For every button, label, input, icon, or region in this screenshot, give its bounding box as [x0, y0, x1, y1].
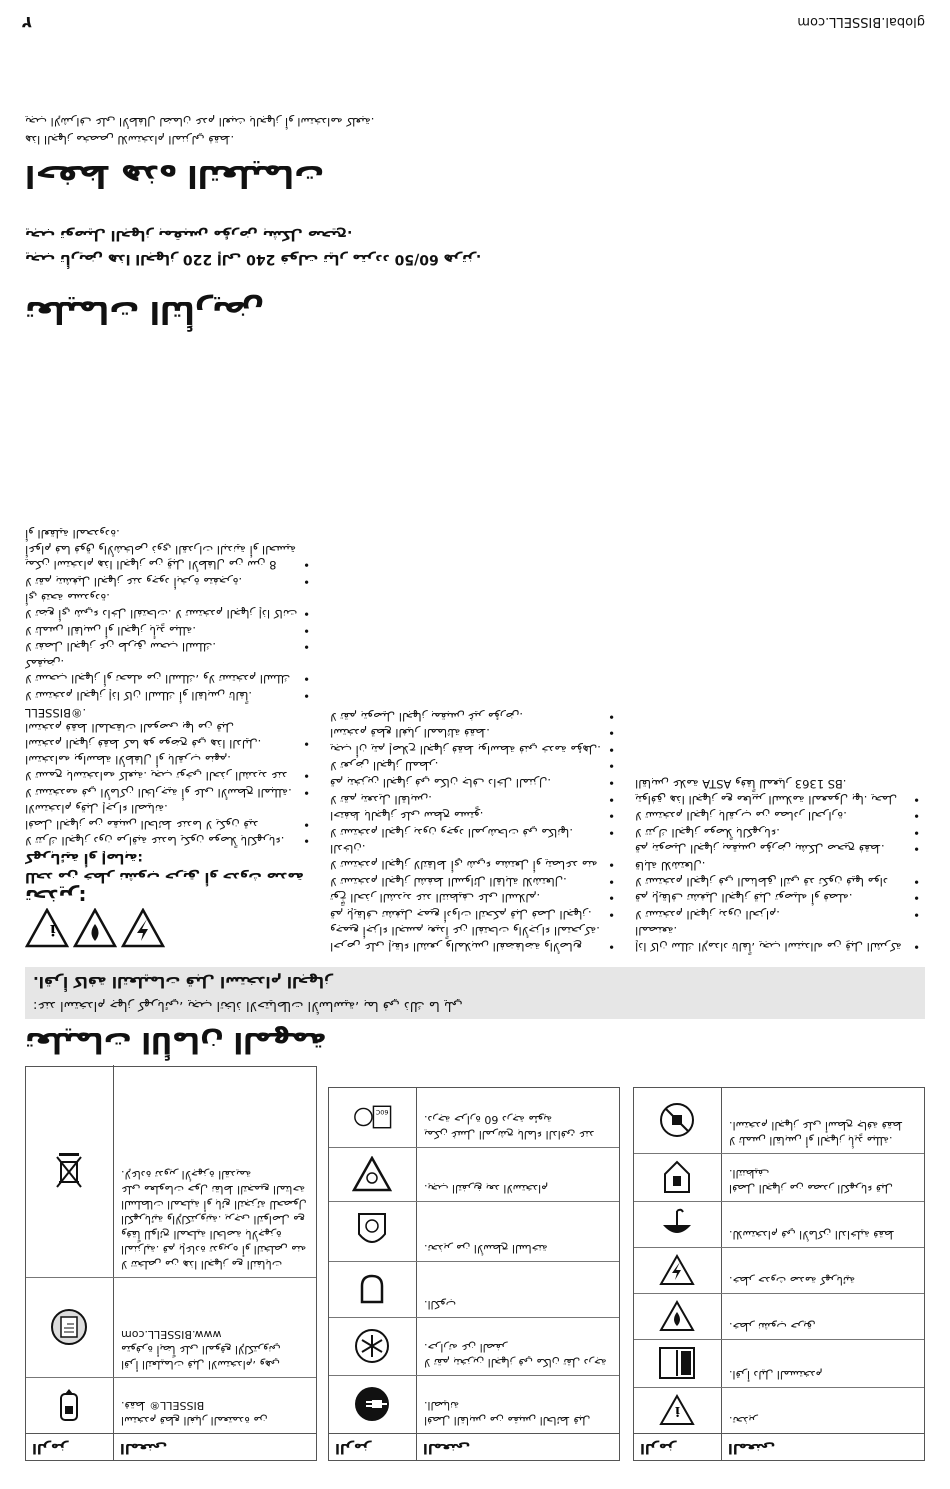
table-row: [329, 1147, 619, 1201]
list-item: • استخدم قطع الغيار المماثلة فقط.: [330, 725, 615, 741]
no-freeze-icon: [353, 1327, 393, 1367]
list-item: • احتفظ بالجهاز على سطح مستوٍ.: [330, 808, 615, 824]
list-item: • لا تستخدم الجهاز بالقرب من مصادر الحرارة.: [635, 808, 920, 824]
info-triangle-icon: [658, 1391, 698, 1431]
crossed-out-bin-icon: [50, 1151, 90, 1191]
symbols-tables: [25, 1021, 925, 1461]
symbols-table-3: [633, 1087, 925, 1461]
list-item: • احرص على إبقاء الشعر والملابس الفضفاضة والأصابع وجميع أجزاء الجسم بعيداً عن الفتحات والأجزاء المتحركة.: [330, 923, 615, 954]
row-text: افصل الجهاز من مصدر الكهرباء قبل التنظيف.: [729, 1167, 893, 1195]
list-item: • افصل الجهاز من مقبس الحائط عندما لا يكون قيد الاستخدام وقبل إجراء الصيانة.: [25, 801, 310, 832]
fire-triangle-icon: [73, 908, 117, 948]
column-middle: [330, 707, 615, 954]
table-row: [634, 1201, 924, 1247]
list-item: • قم بإيقاف تشغيل جميع أدوات التحكم قبل فصل الجهاز.: [330, 906, 615, 922]
warning-heading: تحذير:: [25, 885, 87, 909]
header-icon: الرمز: [329, 1434, 417, 1460]
unplug-icon: [353, 1385, 393, 1425]
column-right: [25, 525, 310, 954]
plug-title: تعليمات التأريض: [25, 294, 265, 329]
list-item: • قم بتخزين الجهاز في مكان جاف داخل المنزل.: [330, 774, 615, 790]
wash-60-icon: [353, 1097, 393, 1137]
row-text: يمكن غسل المرشح بالماء الدافئ عند درجة حرارة 60 درجة مئوية.: [424, 1113, 595, 1141]
symbols-table-2: [328, 1087, 620, 1461]
svg-text:60C: 60C: [376, 1107, 389, 1116]
row-text: اقرأ دليل المستخدم.: [729, 1368, 823, 1381]
list-item: • لا تستخدم الجهاز لشفط السوائل القابلة للاشتعال.: [330, 873, 615, 889]
row-text: خطر نشوب حريق.: [729, 1320, 816, 1333]
list-item: • لا تستخدم الجهاز في المناطق التي قد تكون فيها مواد قابلة للاشتعال.: [635, 857, 920, 888]
list-item: • لا تقم بتوصيل الجهاز بمقبس غير مؤرض.: [330, 708, 615, 724]
table-row: [329, 1375, 619, 1433]
warning-icons: [25, 908, 310, 948]
list-item: • إذا كان سلك الإمداد تالفاً، يجب استبداله من قِبل الشركة المصنعة.: [635, 923, 920, 954]
list-item: • لا تستخدم الجهاز بدون وجود المرشحات في مكانها.: [330, 824, 615, 840]
row-text: يجب التفريغ بعد الاستخدام.: [424, 1182, 548, 1195]
table-row: [329, 1317, 619, 1375]
list-item: • يجب أن يتم إصلاح الجهاز فقط بواسطة فني خدمة مؤهل.: [330, 741, 615, 757]
list-item: • لا تقم بتشغيل الجهاز عند وجود أبخرة متفجرة.: [25, 573, 310, 589]
list-item: • لا تستخدم الجهاز إذا كان السلك أو القابس تالفاً.: [25, 687, 310, 703]
safety-list-left: [635, 775, 920, 954]
header-meaning: المعنى: [120, 1440, 168, 1456]
list-item: • لا تستخدم الجهاز لالتقاط أي شيء مشتعل أو يتصاعد منه الدخان.: [330, 841, 615, 872]
unplug-cord-icon: [658, 1158, 698, 1198]
header-meaning: المعنى: [728, 1440, 776, 1456]
row-text: لا تقم بتخزين الجهاز في مكان تقل درجة حرارته عن الصفر.: [424, 1341, 607, 1369]
page-number: ٢: [22, 13, 32, 32]
table-row: [26, 1277, 316, 1377]
save-title: احفظ هذه التعليمات: [25, 158, 325, 193]
row-text: لا تتخلص من هذا الجهاز مع النفايات المنزلية. قم بإعادة تدويره أو التخلص منه وفقاً للوائح المحلية الخاصة بالأجهزة الكهربائية والإلكترونية. يرجى التواصل مع السلطات المحلية أو بائع التجزئة للحصول على معلومات حول نقاط التجميع المتاحة لإعادة تدوير الأجهزة القديمة.: [121, 1168, 307, 1271]
header-icon: الرمز: [26, 1434, 114, 1460]
table-row: [634, 1339, 924, 1387]
warning-subheading: للحد من خطر نشوب حريق أو حدوث صدمة كهربائية أو إصابة:: [25, 850, 304, 886]
row-text: اقرأ التعليمات قبل الاستخدام، وهي متوفرة أيضاً على الموقع الإلكتروني www.BISSELL.com: [121, 1328, 281, 1371]
umbrella-rain-icon: [658, 1205, 698, 1245]
list-item: • لا تسحب الجهاز أو تحمله من السلك، ولا تستخدم السلك كمقبض.: [25, 655, 310, 686]
table-row: [329, 1261, 619, 1317]
table-row: [634, 1153, 924, 1201]
symbols-table-1: [25, 1066, 317, 1461]
list-item: • لا تلمس القابس أو الجهاز بأيدٍ مبللة.: [25, 622, 310, 638]
table-row: [634, 1293, 924, 1339]
hot-surface-icon: [353, 1212, 393, 1252]
plug-line-2: يجب توصيل الجهاز بمقبس مؤرض بشكل صحيح.: [25, 227, 353, 243]
electric-shock-icon: [658, 1251, 698, 1291]
row-text: تحذير.: [729, 1414, 758, 1427]
list-item: • لا تترك الجهاز موصلاً بالكهرباء.: [635, 824, 920, 840]
bissell-replacement-part-icon: [50, 1386, 90, 1426]
footer-url: global.BISSELL.com: [797, 14, 925, 29]
list-item: • يمكن استخدام هذا الجهاز من قِبل الأطفال من سن 8 أعوام فما فوق والأشخاص ذوي القدرات البدنية أو الحسية أو العقلية المحدودة.: [25, 526, 310, 573]
table-row: [329, 1087, 619, 1147]
list-item: • لا تسمح باستخدامه كلعبة. يجب توخي الحذر الشديد عند استخدامه بواسطة الأطفال أو بالقرب منهم.: [25, 752, 310, 783]
table-row: [26, 1377, 316, 1433]
plug-line-1: يجب تأريض هذا الجهاز 220 إلى 240 فولت تيار متردد 60/50 هرتز.: [25, 251, 482, 267]
shaded-line-2: اقرأ كافة التعليمات قبل استخدام الجهاز.: [33, 973, 333, 991]
safety-list-middle: [330, 708, 615, 954]
save-item-1: هذا الجهاز مخصص للاستخدام المنزلي فقط.: [25, 133, 235, 147]
info-triangle-icon: [25, 908, 69, 948]
table-row: [634, 1387, 924, 1433]
safety-list-right: [25, 526, 310, 849]
important-title: تعليمات الأمان المهمة: [25, 1026, 327, 1059]
list-item: • لا تترك الجهاز دون مراقبة عندما يكون موصلاً بالكهرباء.: [25, 833, 310, 849]
table-row: [634, 1247, 924, 1293]
row-text: خطر حدوث صدمة كهربائية.: [729, 1274, 856, 1287]
row-text: الكوب.: [424, 1298, 457, 1311]
row-text: افصل القابس من مقبس الحائط قبل الصيانة.: [424, 1399, 591, 1427]
svg-text:i: i: [50, 921, 56, 939]
list-item: • قم بتوصيل الجهاز بمقبس مؤرض بشكل صحيح فقط.: [635, 841, 920, 857]
list-item: • استخدم الجهاز فقط كما هو موضح في هذا الدليل. استخدم فقط الملحقات الموصى بها من قبل BISSELL®.: [25, 704, 310, 751]
shaded-line-1: عند استخدام جهاز كهربائي، يجب اتخاذ الاحتياطات الأساسية، بما في ذلك ما يلي:: [33, 998, 463, 1013]
electric-shock-icon: [121, 908, 165, 948]
list-item: • لا تفصل الجهاز عن طريق سحب السلك.: [25, 639, 310, 655]
table-row: [329, 1201, 619, 1261]
list-item: • لا تعرض الجهاز للمطر.: [330, 758, 615, 774]
manual-book-icon: [658, 1344, 698, 1384]
save-item-2: يجب الإشراف على الأطفال لضمان عدم العبث بالجهاز أو استخدامه كلعبة.: [25, 115, 375, 129]
spiral-icon: [353, 1155, 393, 1195]
wireless-scanner-icon: [50, 1308, 90, 1348]
list-item: • يتوافق هذا الجهاز مع معايير السلامة المعمول بها. يحمل القابس علامة ASTA وفقاً للمعيار BS 1363.: [635, 775, 920, 806]
list-item: • توخَّ الحذر الشديد عند التنظيف على السلالم.: [330, 890, 615, 906]
column-left: [635, 774, 920, 954]
table-row: [26, 1065, 316, 1277]
list-item: • لا تستخدمه في الأماكن الخارجية أو على الأسطح المبللة.: [25, 784, 310, 800]
list-item: • لا تقم بتعديل القابس.: [330, 791, 615, 807]
no-wet-hands-icon: [658, 1100, 698, 1140]
safety-columns: [25, 334, 925, 954]
cup-icon: [353, 1270, 393, 1310]
row-text: استخدم قطع الغيار المعتمدة من BISSELL® فقط.: [121, 1399, 268, 1427]
header-icon: الرمز: [634, 1434, 722, 1460]
list-item: • لا تضع أي شيء داخل الفتحات. لا تستخدم الجهاز إذا كانت أي فتحة مسدودة.: [25, 590, 310, 621]
shaded-band: [25, 967, 925, 1019]
header-meaning: المعنى: [423, 1440, 471, 1456]
list-item: • لا تستخدم الجهاز بدون الحزام.: [635, 906, 920, 922]
list-item: • قم بإيقاف تشغيل الجهاز قبل توصيله أو فصله.: [635, 890, 920, 906]
row-text: للاستخدام في الأماكن الداخلية فقط.: [729, 1228, 895, 1241]
row-text: لا تلمس القابس أو الجهاز بأيدٍ مبللة. استخدم الجهاز على أسطح جافة فقط.: [729, 1119, 903, 1147]
row-text: تحذير من الأسطح الساخنة.: [424, 1242, 548, 1255]
fire-triangle-icon: [658, 1297, 698, 1337]
svg-text:i: i: [675, 1403, 681, 1419]
table-row: [634, 1087, 924, 1153]
